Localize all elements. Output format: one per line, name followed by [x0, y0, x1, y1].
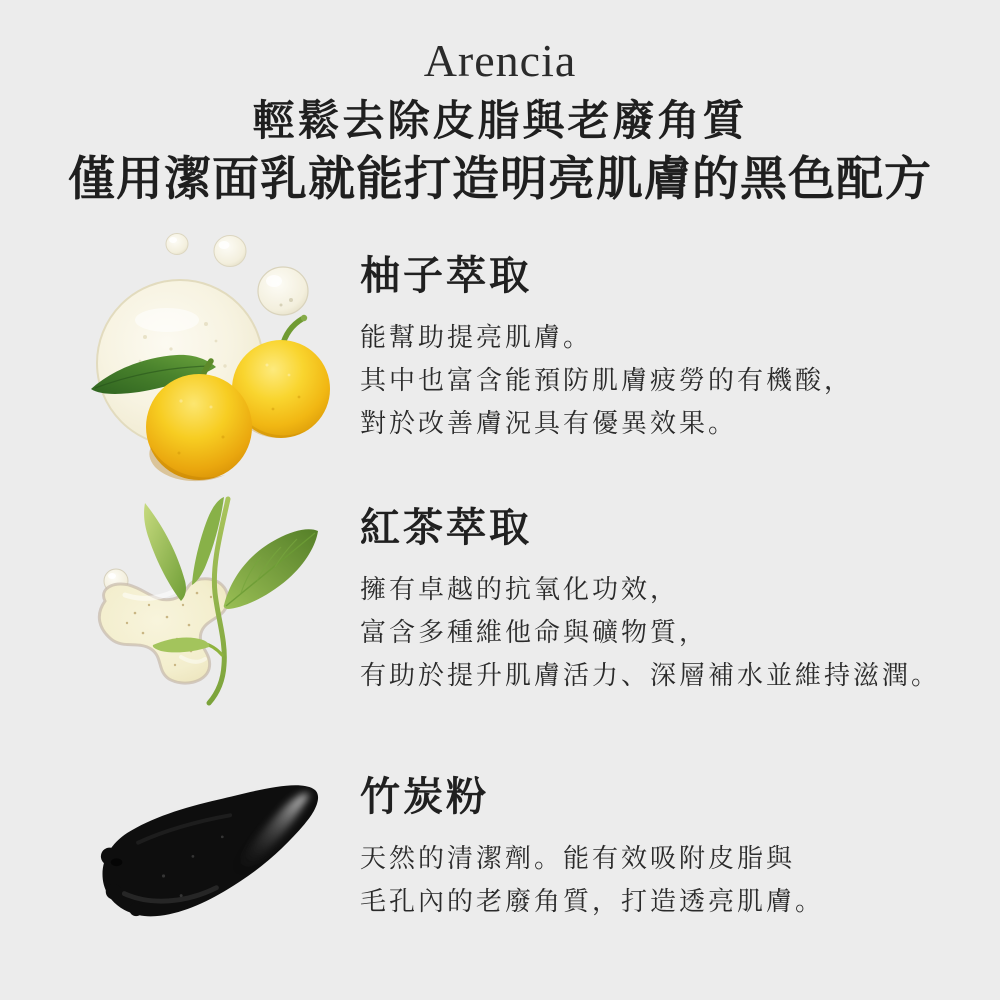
- section-yuzu: [360, 252, 853, 445]
- section-body-line: 擁有卓越的抗氧化功效，: [360, 575, 680, 604]
- yuzu-image: [85, 225, 345, 485]
- section-body-line: 能幫助提亮肌膚。: [360, 323, 593, 352]
- section-title-tea: 紅茶萃取: [360, 505, 532, 550]
- headline-line1: 輕鬆去除皮脂與老廢角質: [252, 99, 748, 145]
- headline-line2: 僅用潔面乳就能打造明亮肌膚的黑色配方: [68, 154, 932, 206]
- section-title-charcoal: 竹炭粉: [360, 774, 489, 819]
- section-body-line: 對於改善膚況具有優異效果。: [360, 409, 738, 438]
- section-tea: [360, 504, 940, 697]
- section-title-yuzu: 柚子萃取: [360, 253, 532, 298]
- charcoal-image: [95, 778, 330, 925]
- section-charcoal: [360, 773, 824, 923]
- section-body-line: 富含多種維他命與礦物質，: [360, 618, 709, 647]
- section-body-line: 天然的清潔劑。能有效吸附皮脂與: [360, 844, 796, 873]
- tea-image: [85, 493, 335, 723]
- brand-logo: Arencia: [423, 35, 577, 86]
- section-body-line: 其中也富含能預防肌膚疲勞的有機酸，: [360, 366, 854, 395]
- section-body-line: 毛孔內的老廢角質，打造透亮肌膚。: [360, 887, 825, 916]
- section-body-line: 有助於提升肌膚活力、深層補水並維持滋潤。: [360, 661, 941, 690]
- charcoal-illustration: [95, 778, 330, 925]
- yuzu-illustration: [85, 225, 345, 485]
- tea-illustration: [85, 493, 335, 723]
